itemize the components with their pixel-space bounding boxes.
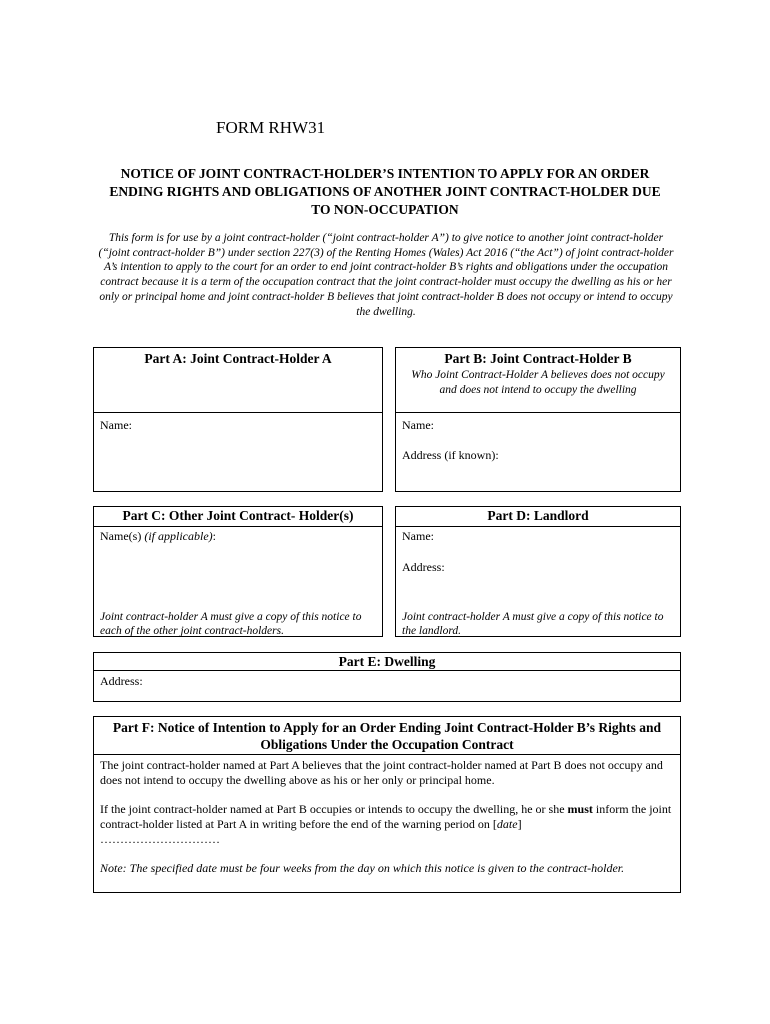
part-a-name-label: Name: — [100, 418, 132, 432]
part-b-address-label: Address (if known): — [402, 448, 499, 462]
part-d-address-label: Address: — [402, 560, 445, 574]
part-c-names-colon: : — [212, 529, 216, 543]
part-b-heading: Part B: Joint Contract-Holder B — [444, 351, 632, 366]
form-code: FORM RHW31 — [216, 118, 326, 137]
part-a-heading: Part A: Joint Contract-Holder A — [94, 348, 382, 413]
part-c-names-qualifier: (if applicable) — [144, 529, 213, 543]
part-c-names-text: Name(s) — [100, 529, 145, 543]
part-c-heading: Part C: Other Joint Contract- Holder(s) — [94, 507, 382, 527]
part-c-names-label — [100, 529, 216, 544]
form-title: NOTICE OF JOINT CONTRACT-HOLDER’S INTENTION TO APPLY FOR AN ORDER ENDING RIGHTS AND OBLIGATIONS OF ANOTHER JOINT CONTRACT-HOLDER DUE TO NON-OCCUPATION — [109, 166, 661, 217]
part-d-note: Joint contract-holder A must give a copy of this notice to the landlord. — [402, 611, 664, 637]
part-e-box — [93, 652, 681, 702]
part-b-box — [395, 347, 681, 492]
part-d-box — [395, 506, 681, 637]
part-c-box — [93, 506, 383, 637]
part-f-note: Note: The specified date must be four weeks from the day on which this notice is given to the contract-holder. — [100, 861, 625, 875]
part-a-box — [93, 347, 383, 492]
part-f-paragraph-1: The joint contract-holder named at Part A believes that the joint contract-holder named at Part B does not occupy and does not intend to occupy the dwelling above as his or her only or principal home. — [100, 758, 663, 787]
part-f-p2-post: inform the joint contract-holder listed at Part A in writing before the end of the warning period on [ — [100, 802, 672, 831]
part-d-heading: Part D: Landlord — [396, 507, 680, 527]
part-e-address-label: Address: — [100, 674, 143, 688]
part-f-p2-end: ] — [517, 817, 522, 831]
part-f-heading: Part F: Notice of Intention to Apply for an Order Ending Joint Contract-Holder B’s Rights and Obligations Under the Occupation Contract — [94, 717, 680, 755]
part-b-header — [396, 348, 680, 413]
part-f-p2-date: date — [496, 817, 518, 831]
part-f-box — [93, 716, 681, 893]
part-f-date-dots: ………………………… — [100, 832, 220, 846]
part-b-subheading: Who Joint Contract-Holder A believes does not occupy and does not intend to occupy the dwelling — [411, 369, 665, 396]
part-f-paragraph-2 — [100, 802, 672, 847]
part-c-note: Joint contract-holder A must give a copy of this notice to each of the other joint contract-holders. — [100, 611, 362, 637]
part-f-p2-must: must — [567, 802, 593, 816]
part-f-p2-pre: If the joint contract-holder named at Part B occupies or intends to occupy the dwelling, he or she — [100, 802, 568, 816]
intro-text: This form is for use by a joint contract-holder (“joint contract-holder A”) to give notice to another joint contract-holder (“joint contract-holder B”) under section 227(3) of the Renting Homes (Wales) Act 2016 (“the Act”) of joint contract-holder A’s intention to apply to the court for an order to end joint contract-holder B’s rights and obligations under the occupation contract because it is a term of the occupation contract that the joint contract-holder must occupy the dwelling as his or her only or principal home and joint contract-holder B believes that joint contract-holder B does not occupy or intend to occupy the dwelling. — [98, 232, 674, 318]
part-b-name-label: Name: — [402, 418, 434, 432]
part-d-name-label: Name: — [402, 529, 434, 543]
part-e-heading: Part E: Dwelling — [94, 653, 680, 671]
